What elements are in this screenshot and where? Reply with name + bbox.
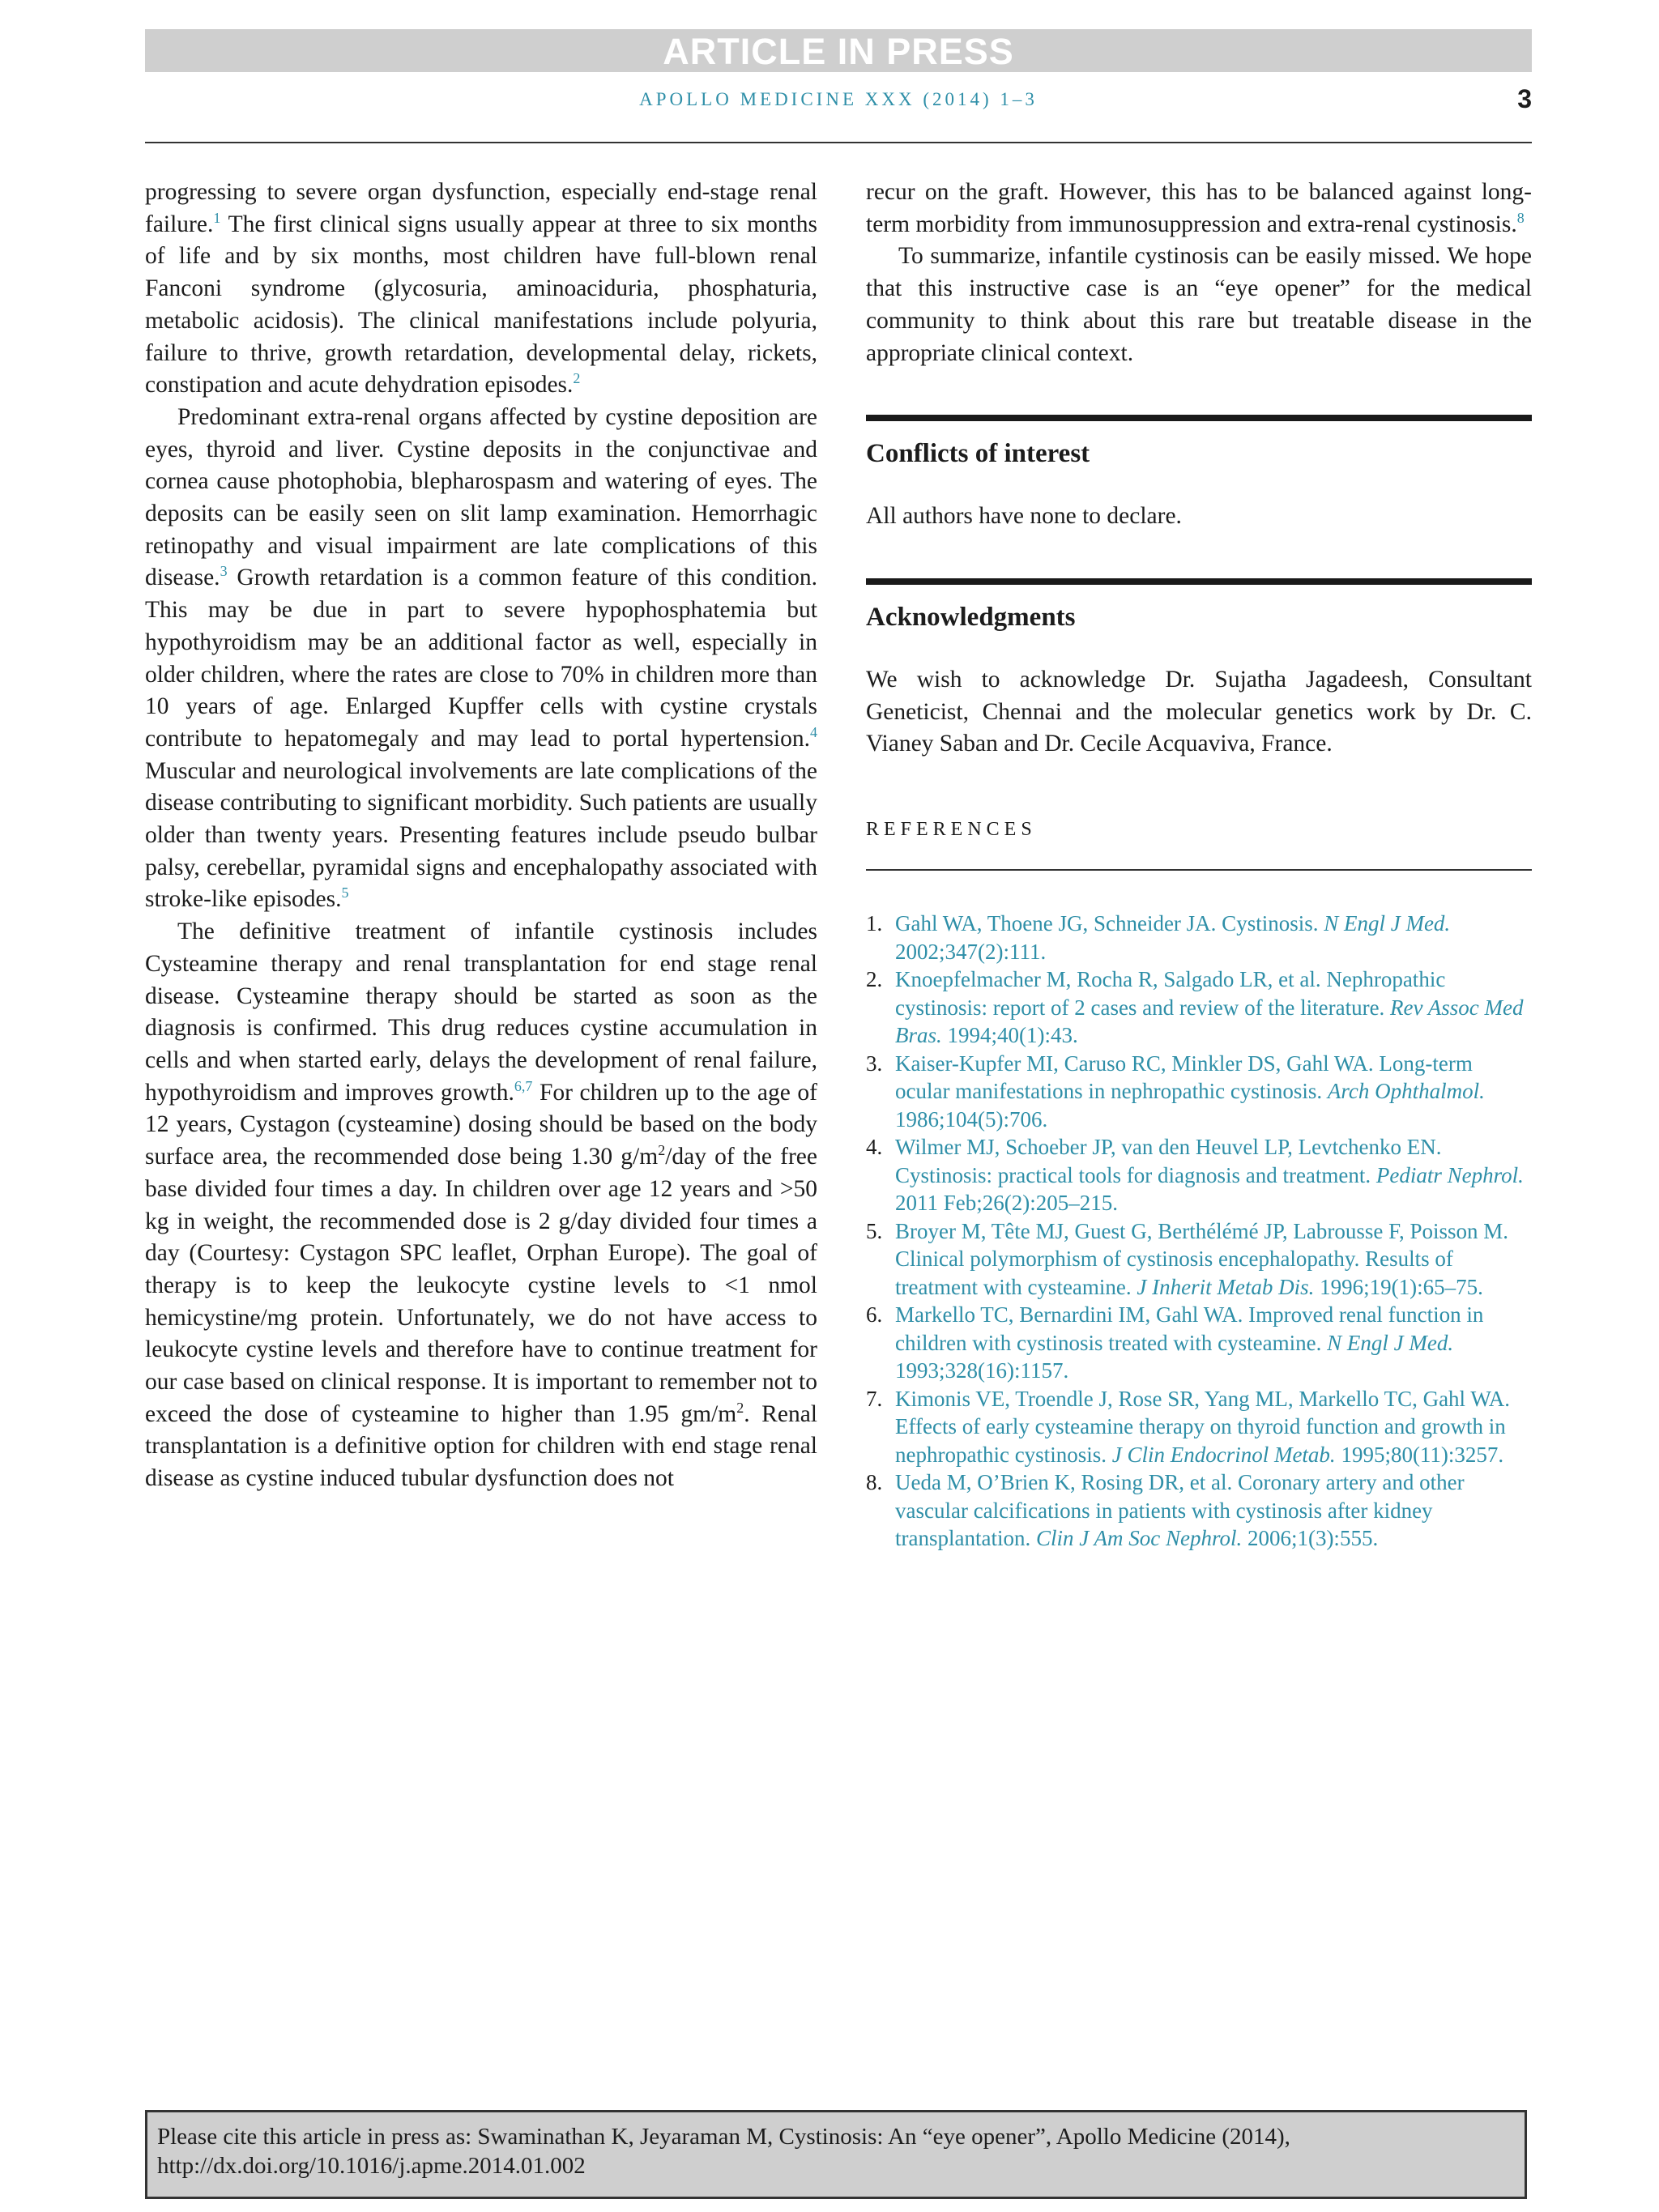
citation-link[interactable]: 5: [341, 884, 349, 901]
paragraph-clinical-signs: progressing to severe organ dysfunction, especially end-stage renal failure.$^1$ The first clinical signs usually appear at three to six months of life and by six months, most children have full-blown renal Fanconi syndrome (glycosuria, aminoaciduria, phosphaturia, metabolic acidosis). The clinical manifestations include polyuria, failure to thrive, growth retardation, developmental delay, rickets, constipation and acute dehydration episodes.$^2$: [145, 179, 817, 399]
reference-item: [866, 965, 1532, 1050]
reference-item: [866, 1133, 1532, 1217]
reference-number: 6.: [866, 1302, 883, 1328]
reference-item: [866, 1385, 1532, 1469]
reference-number: 2.: [866, 967, 883, 992]
references-rule: [866, 869, 1532, 871]
header-rule: [145, 142, 1532, 143]
citation-link[interactable]: 8: [1516, 209, 1525, 226]
references-heading: REFERENCES: [866, 819, 1037, 841]
reference-link[interactable]: Kimonis VE, Troendle J, Rose SR, Yang ML, Markello TC, Gahl WA. Effects of early cysteamine therapy on thyroid function and growth in nephropathic cystinosis. J Clin Endocrinol Metab. 1995;80(11):3257.: [895, 1386, 1511, 1467]
article-in-press-banner: ARTICLE IN PRESS: [145, 29, 1532, 72]
reference-link[interactable]: Kaiser-Kupfer MI, Caruso RC, Minkler DS, Gahl WA. Long-term ocular manifestations in nephropathic cystinosis. Arch Ophthalmol. 1986;104(5):706.: [895, 1051, 1485, 1132]
reference-link[interactable]: Broyer M, Tête MJ, Guest G, Berthélémé JP, Labrousse F, Poisson M. Clinical polymorphism of cystinosis encephalopathy. Results of treatment with cysteamine. J Inherit Metab Dis. 1996;19(1):65–75.: [895, 1218, 1509, 1299]
reference-journal: Rev Assoc Med Bras.: [895, 995, 1524, 1048]
reference-number: 7.: [866, 1386, 883, 1411]
right-column: [866, 177, 1532, 1553]
running-header-journal: APOLLO MEDICINE XXX (2014) 1–3: [639, 89, 1038, 109]
reference-list: [866, 910, 1532, 1553]
section-rule: [866, 578, 1532, 585]
reference-number: 4.: [866, 1135, 883, 1160]
section-rule: [866, 415, 1532, 421]
page-number: 3: [1517, 84, 1532, 113]
citation-link[interactable]: 3: [220, 563, 228, 580]
reference-link[interactable]: Wilmer MJ, Schoeber JP, van den Heuvel LP, Levtchenko EN. Cystinosis: practical tools for diagnosis and treatment. Pediatr Nephrol. 2011 Feb;26(2):205–215.: [895, 1135, 1524, 1216]
reference-journal: Arch Ophthalmol.: [1327, 1079, 1485, 1104]
reference-number: 8.: [866, 1470, 883, 1495]
conflicts-heading: Conflicts of interest: [866, 439, 1090, 469]
reference-item: [866, 910, 1532, 965]
citation-box: Please cite this article in press as: Swaminathan K, Jeyaraman M, Cystinosis: An “eye opener”, Apollo Medicine (2014), http://dx.doi.org/10.1016/j.apme.2014.01.002: [145, 2110, 1527, 2199]
reference-journal: J Clin Endocrinol Metab.: [1111, 1442, 1336, 1467]
reference-journal: J Inherit Metab Dis.: [1137, 1274, 1315, 1299]
reference-link[interactable]: Ueda M, O’Brien K, Rosing DR, et al. Coronary artery and other vascular calcifications in patients with cystinosis after kidney transplantation. Clin J Am Soc Nephrol. 2006;1(3):555.: [895, 1470, 1465, 1551]
reference-journal: N Engl J Med.: [1324, 911, 1451, 936]
paragraph-graft: recur on the graft. However, this has to be balanced against long-term morbidity from immunosuppression and extra-renal cystinosis.$^8$: [866, 179, 1532, 237]
paragraph-summary: To summarize, infantile cystinosis can be easily missed. We hope that this instructive case is an “eye opener” for the medical community to think about this rare but treatable disease in the appropriate clinical context.: [866, 243, 1532, 366]
citation-link[interactable]: 4: [810, 724, 817, 741]
reference-item: [866, 1217, 1532, 1302]
reference-item: [866, 1301, 1532, 1385]
conflicts-text: All authors have none to declare.: [866, 503, 1182, 530]
superscript: 2: [658, 1142, 666, 1159]
acknowledgments-heading: Acknowledgments: [866, 602, 1076, 632]
reference-journal: Pediatr Nephrol.: [1375, 1162, 1524, 1187]
reference-link[interactable]: Knoepfelmacher M, Rocha R, Salgado LR, et al. Nephropathic cystinosis: report of 2 cases and review of the literature. Rev Assoc Med Bras. 1994;40(1):43.: [895, 967, 1524, 1048]
reference-journal: Clin J Am Soc Nephrol.: [1035, 1526, 1243, 1551]
reference-number: 3.: [866, 1051, 883, 1076]
reference-journal: N Engl J Med.: [1327, 1330, 1454, 1355]
reference-number: 1.: [866, 911, 883, 936]
reference-item: [866, 1050, 1532, 1134]
paragraph-treatment: The definitive treatment of infantile cystinosis includes Cysteamine therapy and renal transplantation for end stage renal disease. Cysteamine therapy should be started as soon as the diagnosis is confirmed. This drug reduces cystine accumulation in cells and when started early, delays the development of renal failure, hypothyroidism and improves growth.$^{6,7}$ For children up to the age of 12 years, Cystagon (cysteamine) dosing should be based on the body surface area, the recommended dose being 1.30 $g/m^2$/day of the free base divided four times a day. In children over age 12 years and >50 kg in weight, the recommended dose is 2 g/day divided four times a day (Courtesy: Cystagon SPC leaflet, Orphan Europe). The goal of therapy is to keep the leukocyte cystine levels to <1 nmol hemicystine/mg protein. Unfortunately, we do not have access to leukocyte cystine levels and therefore have to continue treatment for our case based on clinical response. It is important to remember not to exceed the dose of cysteamine to higher than 1.95 $gm/m^2$. Renal transplantation is a definitive option for children with end stage renal disease as cystine induced tubular dysfunction does not: [145, 918, 818, 1492]
left-column: [145, 177, 817, 1495]
reference-item: [866, 1468, 1532, 1553]
paragraph-extra-renal: Predominant extra-renal organs affected by cystine deposition are eyes, thyroid and liver. Cystine deposits in the conjunctivae and cornea cause photophobia, blepharospasm and watering of eyes. The deposits can be easily seen on slit lamp examination. Hemorrhagic retinopathy and visual impairment are late complications of this disease.$^3$ Growth retardation is a common feature of this condition. This may be due in part to severe hypophosphatemia but hypothyroidism may be an additional factor as well, especially in older children, where the rates are close to 70% in children more than 10 years of age. Enlarged Kupffer cells with cystine crystals contribute to hepatomegaly and may lead to portal hypertension.$^4$ Muscular and neurological involvements are late complications of the disease contributing to significant morbidity. Such patients are usually older than twenty years. Presenting features include pseudo bulbar palsy, cerebellar, pyramidal signs and encephalopathy associated with stroke-like episodes.$^5$: [145, 403, 817, 913]
superscript: 2: [736, 1399, 744, 1416]
citation-link[interactable]: 1: [213, 209, 221, 226]
reference-number: 5.: [866, 1218, 883, 1243]
acknowledgments-text: We wish to acknowledge Dr. Sujatha Jagadeesh, Consultant Geneticist, Chennai and the molecular genetics work by Dr. C. Vianey Saban and Dr. Cecile Acquaviva, France.: [866, 666, 1532, 757]
reference-link[interactable]: Gahl WA, Thoene JG, Schneider JA. Cystinosis. N Engl J Med. 2002;347(2):111.: [895, 911, 1451, 964]
citation-link[interactable]: 2: [573, 370, 581, 387]
reference-link[interactable]: Markello TC, Bernardini IM, Gahl WA. Improved renal function in children with cystinosis treated with cysteamine. N Engl J Med. 1993;328(16):1157.: [895, 1302, 1484, 1383]
citation-link[interactable]: 6,7: [514, 1077, 533, 1094]
